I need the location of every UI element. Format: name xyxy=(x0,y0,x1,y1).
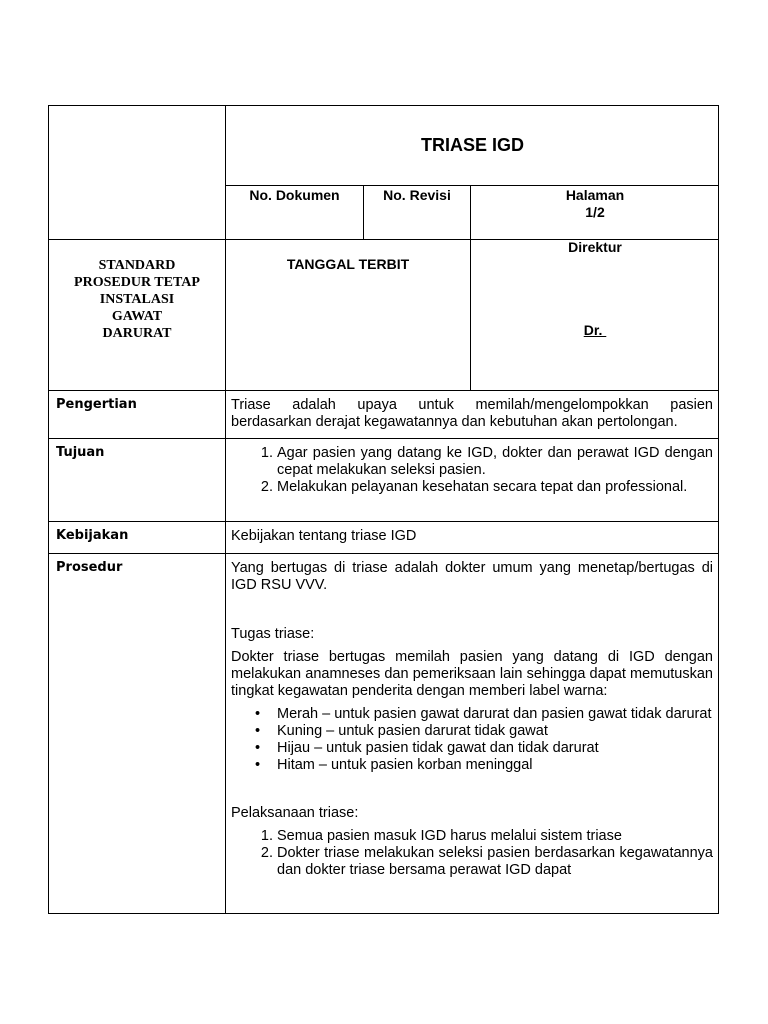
kebijakan-label: Kebijakan xyxy=(56,528,129,543)
bullet-icon: • xyxy=(255,757,261,773)
row-divider xyxy=(49,521,719,522)
prosedur-intro: Yang bertugas di triase adalah dokter umum yang menetap/bertugas di IGD RSU VVV. xyxy=(231,560,713,593)
sop-label xyxy=(49,257,225,342)
list-item: • Merah – untuk pasien gawat darurat dan pasien gawat tidak darurat xyxy=(255,706,712,722)
sop-label-line: DARURAT xyxy=(102,326,172,341)
row-divider xyxy=(225,185,719,186)
list-item: 2. Melakukan pelayanan kesehatan secara tepat dan professional. xyxy=(277,479,713,496)
list-item: • Kuning – untuk pasien darurat tidak gawat xyxy=(255,723,548,739)
tanggal-terbit: TANGGAL TERBIT xyxy=(286,256,410,272)
list-item: • Hitam – untuk pasien korban meninggal xyxy=(255,757,533,773)
sop-label-line: STANDARD xyxy=(98,258,176,273)
direktur-label: Direktur xyxy=(568,239,622,255)
pengertian-text xyxy=(231,397,713,431)
row-divider xyxy=(49,553,719,554)
sop-label-line: PROSEDUR TETAP xyxy=(74,275,200,290)
no-dokumen-header: No. Dokumen xyxy=(249,187,340,203)
tujuan-list xyxy=(231,445,713,496)
sop-document-table xyxy=(48,105,719,914)
prosedur-content xyxy=(231,560,713,879)
dr-signature: Dr. xyxy=(583,322,607,338)
halaman-cell xyxy=(471,187,719,221)
dr-signature-cell xyxy=(471,322,719,339)
list-item: 1. Semua pasien masuk IGD harus melalui sistem triase xyxy=(277,828,713,845)
list-item: 2. Dokter triase melakukan seleksi pasien berdasarkan kegawatannya dan dokter triase bersama perawat IGD dapat xyxy=(277,845,713,879)
tujuan-label: Tujuan xyxy=(56,445,105,460)
bullet-icon: • xyxy=(255,740,261,756)
pengertian-label: Pengertian xyxy=(56,397,137,412)
kebijakan-text: Kebijakan tentang triase IGD xyxy=(231,528,417,544)
bullet-icon: • xyxy=(255,723,261,739)
list-item: • Hijau – untuk pasien tidak gawat dan tidak darurat xyxy=(255,740,599,756)
pengertian-line: berdasarkan derajat kegawatannya dan kebutuhan akan pertolongan. xyxy=(231,414,678,430)
halaman-value: 1/2 xyxy=(585,204,605,220)
sop-label-line: GAWAT xyxy=(111,309,163,324)
document-title: TRIASE IGD xyxy=(420,135,524,155)
list-item: 1. Agar pasien yang datang ke IGD, dokter dan perawat IGD dengan cepat melakukan seleksi pasien. xyxy=(277,445,713,479)
row-divider xyxy=(49,390,719,391)
pengertian-line: Triase adalah upaya untuk memilah/mengelompokkan pasien xyxy=(231,397,713,413)
row-divider xyxy=(49,438,719,439)
column-divider xyxy=(225,106,226,914)
tugas-text: Dokter triase bertugas memilah pasien yang datang di IGD dengan melakukan anamneses dan pemeriksaan lain sehingga dapat memutuskan tingkat kegawatan penderita dengan memberi label warna: xyxy=(231,649,713,699)
tugas-heading: Tugas triase: xyxy=(231,626,315,642)
bullet-icon: • xyxy=(255,706,261,722)
halaman-label: Halaman xyxy=(565,187,625,203)
pelaksanaan-heading: Pelaksanaan triase: xyxy=(231,805,359,821)
no-revisi-header: No. Revisi xyxy=(383,187,451,203)
prosedur-label: Prosedur xyxy=(56,560,123,575)
sop-label-line: INSTALASI xyxy=(99,292,175,307)
